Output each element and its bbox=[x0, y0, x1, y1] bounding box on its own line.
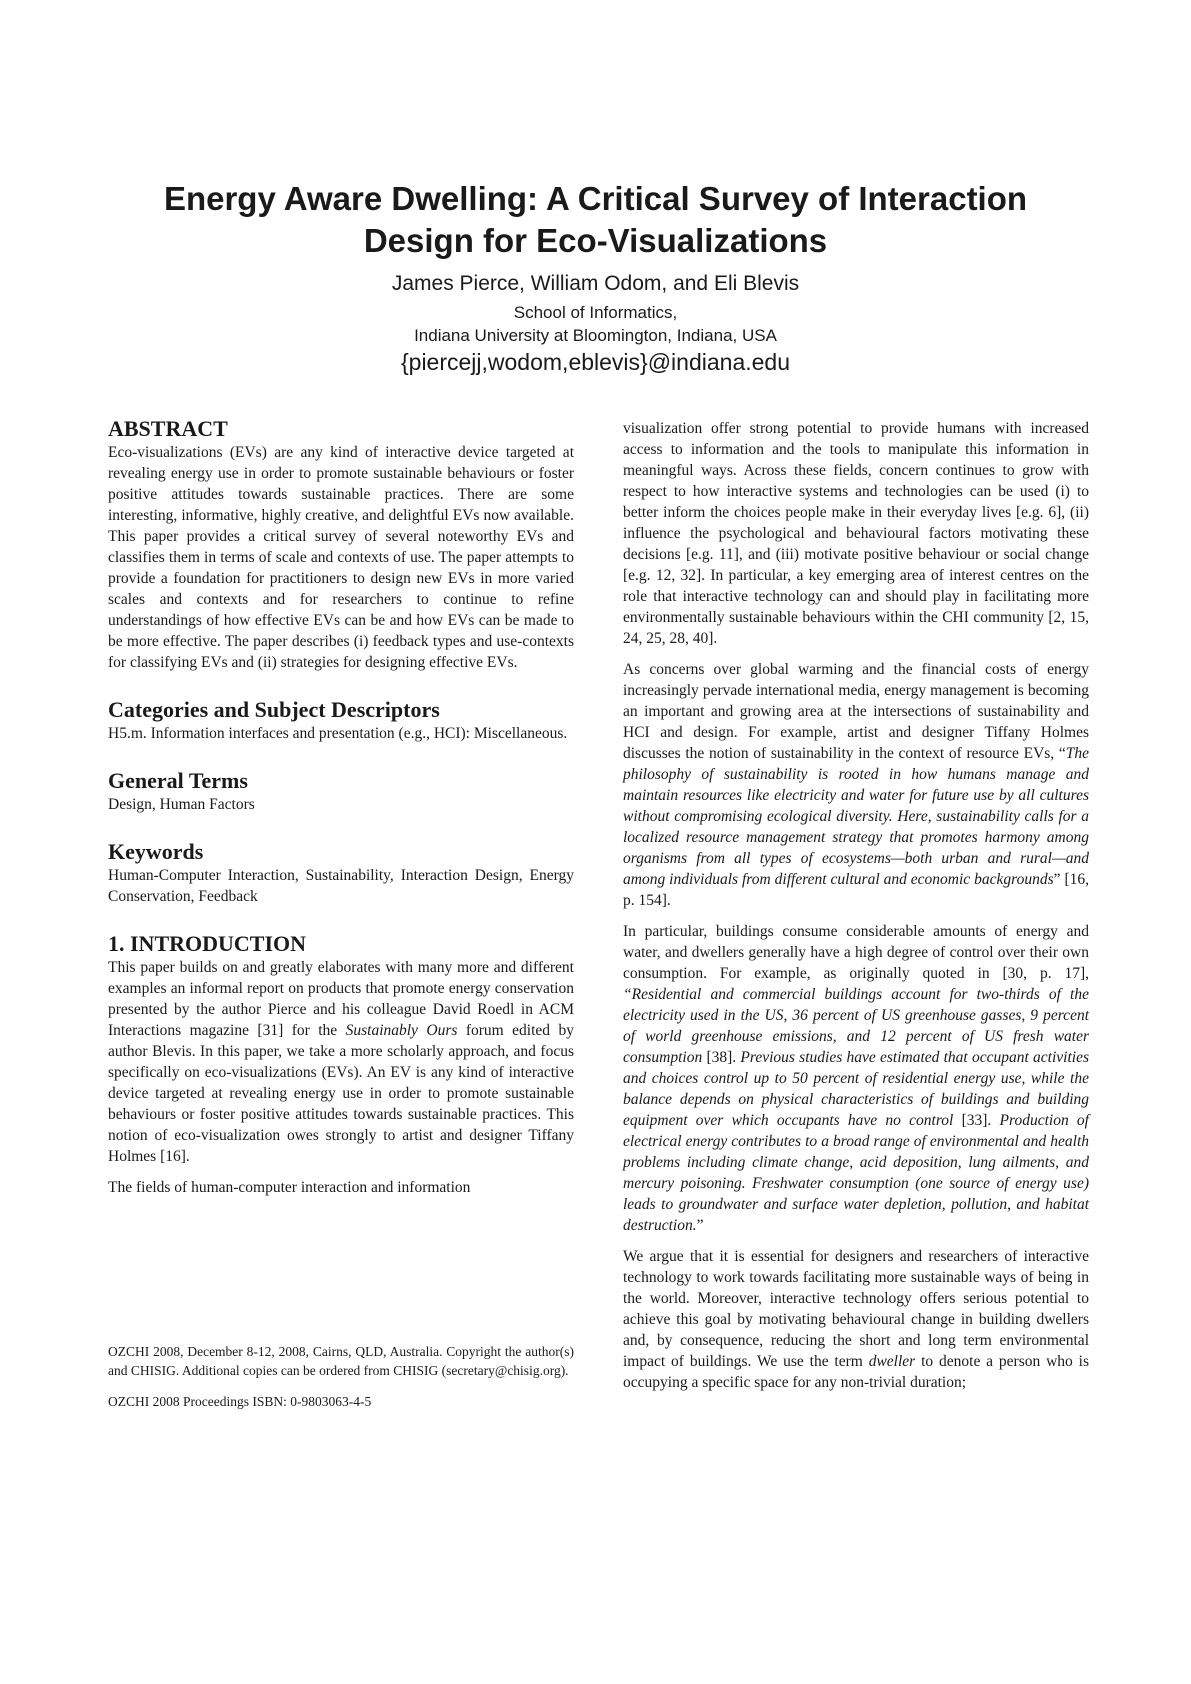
affiliation-school: School of Informatics, bbox=[513, 303, 678, 322]
right-paragraph-3: In particular, buildings consume considerable amounts of energy and water, and dwellers generally have a high degree of control over their own consumption. For example, as originally quoted in [30, p. 17], “Residential and commercial buildings account for two-thirds of the electricity used in the US, 36 percent of US greenhouse gasses, 9 percent of world greenhouse emissions, and 12 percent of US fresh water consumption [38]. Previous studies have estimated that occupant activities and choices control up to 50 percent of residential energy use, while the balance depends on physical characteristics of buildings and building equipment over which occupants have no control [33]. Production of electrical energy contributes to a broad range of environmental and health problems including climate change, acid deposition, lung ailments, and mercury poisoning. Freshwater consumption (one source of energy use) leads to groundwater and surface water depletion, pollution, and habitat destruction.” bbox=[623, 923, 1089, 1234]
isbn-notice: OZCHI 2008 Proceedings ISBN: 0-9803063-4-5 bbox=[108, 1394, 372, 1409]
author-emails: {piercejj,wodom,eblevis}@indiana.edu bbox=[400, 349, 791, 375]
general-terms-text: Design, Human Factors bbox=[108, 796, 255, 813]
affiliation-university: Indiana University at Bloomington, Indiana, USA bbox=[414, 326, 777, 345]
abstract-text: Eco-visualizations (EVs) are any kind of interactive device targeted at revealing energy use in order to promote sustainable behaviours or foster positive attitudes towards sustainable practices. There are some interesting, informative, highly creative, and delightful EVs now available. This paper provides a critical survey of several noteworthy EVs and classifies them in terms of scale and contexts of use. The paper attempts to provide a foundation for practitioners to design new EVs in more varied scales and contexts and for researchers to continue to refine understandings of how effective EVs can be and how EVs can be made to be more effective. The paper describes (i) feedback types and use-contexts for classifying EVs and (ii) strategies for designing effective EVs. bbox=[108, 444, 574, 671]
author-list: James Pierce, William Odom, and Eli Blevis bbox=[391, 272, 800, 295]
right-column bbox=[623, 418, 1089, 1403]
right-paragraph-1: visualization offer strong potential to provide humans with increased access to information and the tools to manipulate this information in meaningful ways. Across these fields, concern continues to grow with respect to how interactive systems and technologies can be used (i) to better inform the choices people make in their everyday lives [e.g. 6], (ii) influence the psychological and behavioural factors motivating these decisions [e.g. 11], and (iii) motivate positive behaviour or social change [e.g. 12, 32]. In particular, a key emerging area of interest centres on the role that interactive technology can and should play in facilitating more environmentally sustainable behaviours within the CHI community [2, 15, 24, 25, 28, 40]. bbox=[623, 420, 1089, 647]
buildings-quote-3: Production of electrical energy contributes to a broad range of environmental and health problems including climate change, acid deposition, lung ailments, and mercury poisoning. Freshwater consumption (one source of energy use) leads to groundwater and surface water depletion, pollution, and habitat destruction. bbox=[623, 1112, 1089, 1234]
introduction-heading: 1. INTRODUCTION bbox=[108, 931, 307, 956]
categories-text: H5.m. Information interfaces and presentation (e.g., HCI): Miscellaneous. bbox=[108, 725, 568, 742]
buildings-quote-2: Previous studies have estimated that occupant activities and choices control up to 50 percent of residential energy use, while the balance depends on physical characteristics of buildings and building equipment over which occupants have no control bbox=[623, 1049, 1089, 1129]
left-column bbox=[108, 416, 574, 1208]
holmes-quote: The philosophy of sustainability is rooted in how humans manage and maintain resources like electricity and water for future use by all cultures without compromising ecological diversity. Here, sustainability calls for a localized resource management strategy that promotes harmony among organisms from all types of ecosystems—both urban and rural—and among individuals from different cultural and economic backgrounds bbox=[623, 745, 1089, 888]
right-paragraph-4: We argue that it is essential for designers and researchers of interactive technology to work towards facilitating more sustainable ways of being in the world. Moreover, interactive technology offers serious potential to achieve this goal by motivating behavioural change in building dwellers and, by consequence, reducing the short and long term environmental impact of buildings. We use the term dweller to denote a person who is occupying a specific space for any non-trivial duration; bbox=[623, 1248, 1090, 1391]
right-paragraph-2: As concerns over global warming and the financial costs of energy increasingly pervade international media, energy management is becoming an important and growing area at the intersections of sustainability and HCI and design. For example, artist and designer Tiffany Holmes discusses the notion of sustainability in the context of resource EVs, “The philosophy of sustainability is rooted in how humans manage and maintain resources like electricity and water for future use by all cultures without compromising ecological diversity. Here, sustainability calls for a localized resource management strategy that promotes harmony among organisms from all types of ecosystems—both urban and rural—and among individuals from different cultural and economic backgrounds” [16, p. 154]. bbox=[623, 661, 1089, 909]
general-terms-heading: General Terms bbox=[108, 768, 248, 793]
categories-heading: Categories and Subject Descriptors bbox=[108, 697, 440, 722]
title-line-2: Design for Eco-Visualizations bbox=[363, 222, 828, 259]
title-line-1: Energy Aware Dwelling: A Critical Survey of Interaction bbox=[163, 180, 1028, 217]
forum-name: Sustainably Ours bbox=[345, 1022, 458, 1039]
copyright-block bbox=[108, 1342, 574, 1411]
copyright-notice: OZCHI 2008, December 8-12, 2008, Cairns, QLD, Australia. Copyright the author(s) and CHISIG. Additional copies can be ordered from CHISIG (secretary@chisig.org). bbox=[108, 1344, 574, 1378]
buildings-quote-1: “Residential and commercial buildings account for two-thirds of the electricity used in the US, 36 percent of US greenhouse gasses, 9 percent of world greenhouse emissions, and 12 percent of US fresh water consumption bbox=[623, 986, 1089, 1066]
abstract-heading: ABSTRACT bbox=[108, 416, 228, 441]
keywords-heading: Keywords bbox=[108, 839, 204, 864]
keywords-text: Human-Computer Interaction, Sustainability, Interaction Design, Energy Conservation, Feedback bbox=[108, 867, 574, 905]
introduction-paragraph-1: This paper builds on and greatly elaborates with many more and different examples an informal report on products that promote energy conservation presented by the author Pierce and his colleague David Roedl in ACM Interactions magazine [31] for the Sustainably Ours forum edited by author Blevis. In this paper, we take a more scholarly approach, and focus specifically on eco-visualizations (EVs). An EV is any kind of interactive device targeted at revealing energy use in order to promote sustainable behaviours or foster positive attitudes towards sustainable practices. This notion of eco-visualization owes strongly to artist and designer Tiffany Holmes [16]. bbox=[108, 959, 574, 1165]
paper-title bbox=[60, 178, 1131, 262]
introduction-paragraph-2: The fields of human-computer interaction and information bbox=[108, 1179, 471, 1196]
dweller-term: dweller bbox=[868, 1353, 916, 1370]
